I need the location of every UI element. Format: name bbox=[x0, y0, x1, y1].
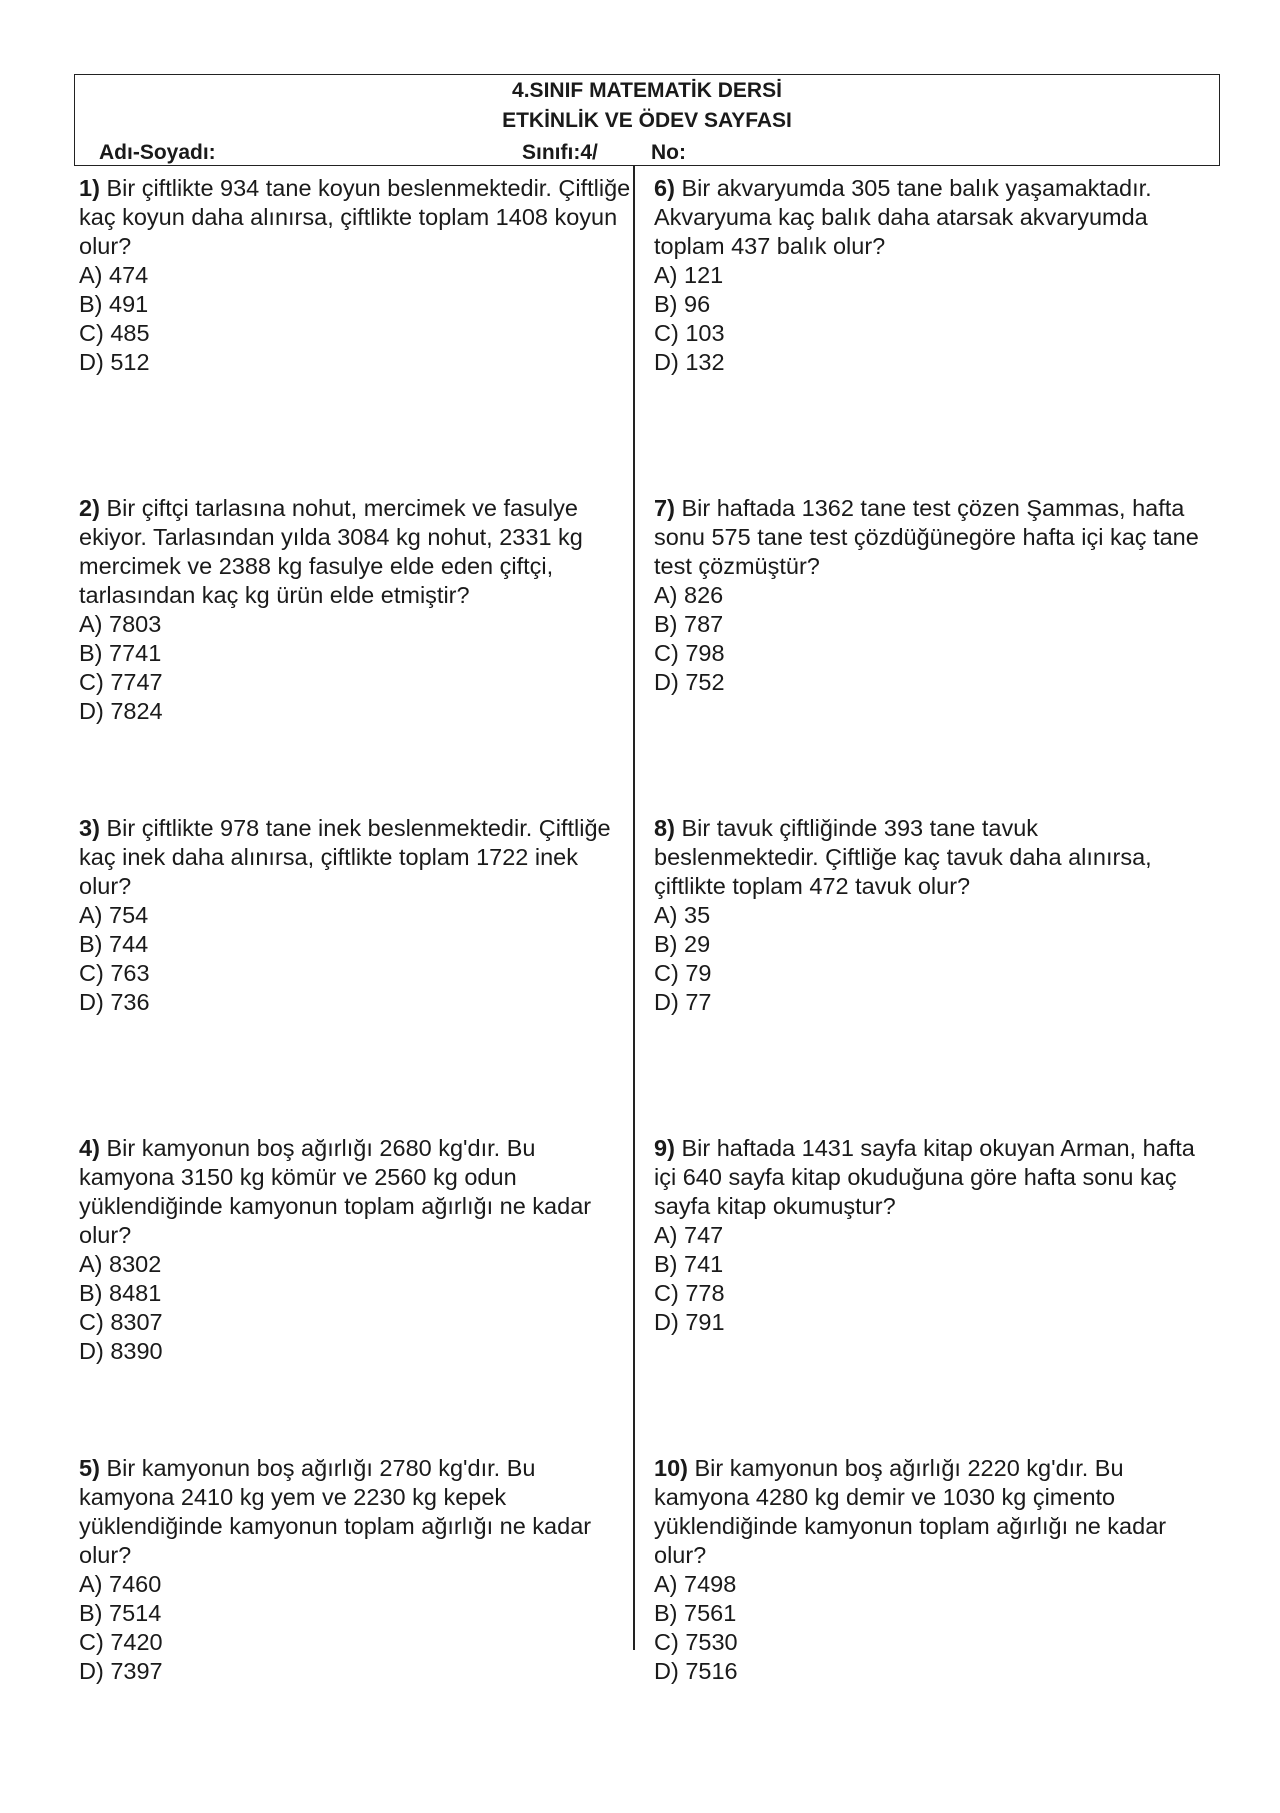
question-body: Bir tavuk çiftliğinde 393 tane tavuk beslenmektedir. Çiftliğe kaç tavuk daha alınırsa, çiftlikte toplam 472 tavuk olur? bbox=[654, 815, 1152, 899]
question-body: Bir kamyonun boş ağırlığı 2220 kg'dır. Bu kamyona 4280 kg demir ve 1030 kg çimento yüklendiğinde kamyonun toplam ağırlığı ne kadar olur? bbox=[654, 1455, 1167, 1568]
option-b: B) 491 bbox=[79, 291, 149, 317]
worksheet-title: 4.SINIF MATEMATİK DERSİ bbox=[512, 79, 782, 102]
option-c: C) 7420 bbox=[79, 1629, 163, 1655]
question-7 bbox=[654, 494, 1209, 697]
student-number-label: No: bbox=[651, 141, 686, 164]
worksheet-subtitle: ETKİNLİK VE ÖDEV SAYFASI bbox=[502, 109, 792, 132]
student-name-label: Adı-Soyadı: bbox=[99, 141, 216, 164]
question-2 bbox=[79, 494, 634, 726]
question-number: 8) bbox=[654, 815, 675, 841]
question-text bbox=[654, 1454, 1209, 1570]
question-10 bbox=[654, 1454, 1209, 1686]
option-d: D) 752 bbox=[654, 669, 725, 695]
question-text bbox=[654, 494, 1209, 581]
question-number: 2) bbox=[79, 495, 100, 521]
question-9 bbox=[654, 1134, 1209, 1337]
question-5 bbox=[79, 1454, 634, 1686]
question-text bbox=[79, 1134, 634, 1250]
question-6 bbox=[654, 174, 1209, 377]
option-d: D) 7824 bbox=[79, 698, 163, 724]
question-number: 5) bbox=[79, 1455, 100, 1481]
option-a: A) 7460 bbox=[79, 1571, 162, 1597]
option-d: D) 7397 bbox=[79, 1658, 163, 1684]
question-text bbox=[79, 494, 634, 610]
question-body: Bir haftada 1362 tane test çözen Şammas, hafta sonu 575 tane test çözdüğünegöre hafta içi kaç tane test çözmüştür? bbox=[654, 495, 1199, 579]
question-body: Bir çiftçi tarlasına nohut, mercimek ve fasulye ekiyor. Tarlasından yılda 3084 kg nohut, 2331 kg mercimek ve 2388 kg fasulye elde eden çiftçi, tarlasından kaç kg ürün elde etmiştir? bbox=[79, 495, 583, 608]
option-b: B) 744 bbox=[79, 931, 149, 957]
option-d: D) 512 bbox=[79, 349, 150, 375]
question-text bbox=[79, 814, 634, 901]
option-c: C) 8307 bbox=[79, 1309, 163, 1335]
option-a: A) 7803 bbox=[79, 611, 162, 637]
question-text bbox=[654, 814, 1209, 901]
option-c: C) 763 bbox=[79, 960, 150, 986]
question-body: Bir kamyonun boş ağırlığı 2680 kg'dır. Bu kamyona 3150 kg kömür ve 2560 kg odun yüklendiğinde kamyonun toplam ağırlığı ne kadar olur? bbox=[79, 1135, 592, 1248]
question-number: 10) bbox=[654, 1455, 688, 1481]
option-a: A) 35 bbox=[654, 902, 711, 928]
option-d: D) 736 bbox=[79, 989, 150, 1015]
question-text bbox=[79, 1454, 634, 1570]
option-c: C) 485 bbox=[79, 320, 150, 346]
option-a: A) 474 bbox=[79, 262, 149, 288]
question-text bbox=[654, 174, 1209, 261]
question-4 bbox=[79, 1134, 634, 1366]
question-number: 1) bbox=[79, 175, 100, 201]
option-d: D) 791 bbox=[654, 1309, 725, 1335]
question-8 bbox=[654, 814, 1209, 1017]
option-d: D) 132 bbox=[654, 349, 725, 375]
option-d: D) 7516 bbox=[654, 1658, 738, 1684]
question-text bbox=[654, 1134, 1209, 1221]
option-a: A) 747 bbox=[654, 1222, 724, 1248]
option-c: C) 79 bbox=[654, 960, 712, 986]
option-b: B) 741 bbox=[654, 1251, 724, 1277]
option-d: D) 8390 bbox=[79, 1338, 163, 1364]
class-label: Sınıfı:4/ bbox=[522, 141, 598, 164]
option-a: A) 8302 bbox=[79, 1251, 162, 1277]
question-body: Bir kamyonun boş ağırlığı 2780 kg'dır. Bu kamyona 2410 kg yem ve 2230 kg kepek yüklendiğinde kamyonun toplam ağırlığı ne kadar olur? bbox=[79, 1455, 592, 1568]
option-b: B) 7514 bbox=[79, 1600, 162, 1626]
question-number: 3) bbox=[79, 815, 100, 841]
question-number: 7) bbox=[654, 495, 675, 521]
question-3 bbox=[79, 814, 634, 1017]
option-c: C) 7530 bbox=[654, 1629, 738, 1655]
option-c: C) 7747 bbox=[79, 669, 163, 695]
question-number: 6) bbox=[654, 175, 675, 201]
question-body: Bir akvaryumda 305 tane balık yaşamaktadır. Akvaryuma kaç balık daha atarsak akvaryumda toplam 437 balık olur? bbox=[654, 175, 1152, 259]
option-a: A) 754 bbox=[79, 902, 149, 928]
option-b: B) 7741 bbox=[79, 640, 162, 666]
worksheet-header bbox=[74, 74, 1220, 166]
option-b: B) 96 bbox=[654, 291, 711, 317]
option-a: A) 826 bbox=[654, 582, 724, 608]
option-a: A) 121 bbox=[654, 262, 724, 288]
question-body: Bir haftada 1431 sayfa kitap okuyan Arman, hafta içi 640 sayfa kitap okuduğuna göre hafta sonu kaç sayfa kitap okumuştur? bbox=[654, 1135, 1195, 1219]
option-d: D) 77 bbox=[654, 989, 712, 1015]
option-b: B) 29 bbox=[654, 931, 711, 957]
option-c: C) 778 bbox=[654, 1280, 725, 1306]
question-number: 4) bbox=[79, 1135, 100, 1161]
option-b: B) 7561 bbox=[654, 1600, 737, 1626]
question-1 bbox=[79, 174, 634, 377]
option-b: B) 8481 bbox=[79, 1280, 162, 1306]
option-a: A) 7498 bbox=[654, 1571, 737, 1597]
question-body: Bir çiftlikte 978 tane inek beslenmektedir. Çiftliğe kaç inek daha alınırsa, çiftlikte toplam 1722 inek olur? bbox=[79, 815, 611, 899]
option-b: B) 787 bbox=[654, 611, 724, 637]
option-c: C) 103 bbox=[654, 320, 725, 346]
question-body: Bir çiftlikte 934 tane koyun beslenmektedir. Çiftliğe kaç koyun daha alınırsa, çiftlikte toplam 1408 koyun olur? bbox=[79, 175, 631, 259]
question-number: 9) bbox=[654, 1135, 675, 1161]
option-c: C) 798 bbox=[654, 640, 725, 666]
question-text bbox=[79, 174, 634, 261]
